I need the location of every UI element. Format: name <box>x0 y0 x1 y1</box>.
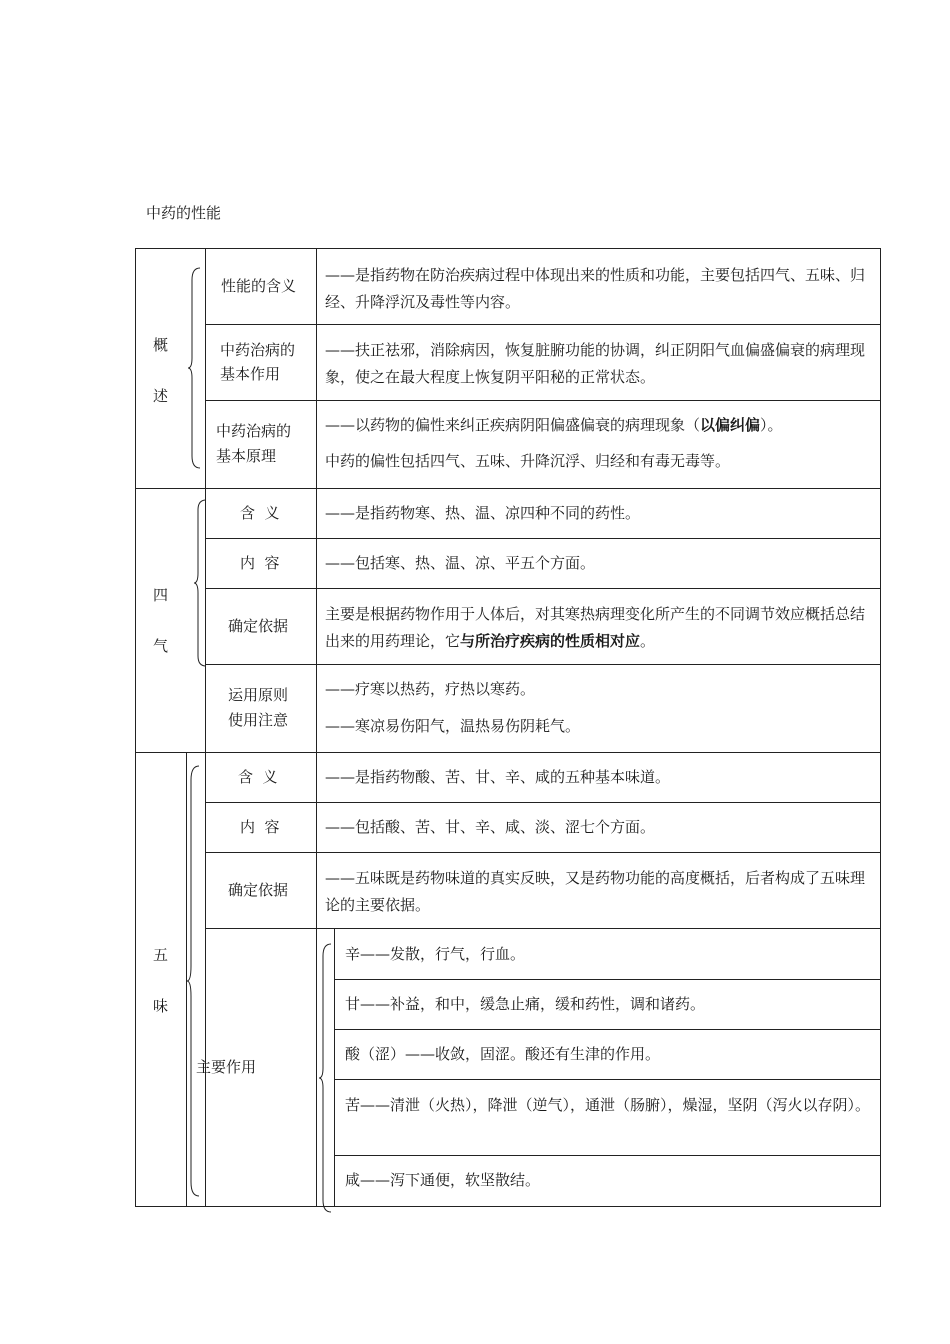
left-brace-icon <box>188 268 202 468</box>
table-border-right <box>880 248 881 1207</box>
list-item: 甘——补益，和中，缓急止痛，缓和药性，调和诸药。 <box>345 995 706 1013</box>
row-divider <box>205 538 881 539</box>
section-divider <box>135 752 881 753</box>
row-divider <box>205 664 881 665</box>
term-cell: 中药治病的 <box>216 422 292 440</box>
row-divider <box>205 588 881 589</box>
description-cell: ——是指药物在防治疾病过程中体现出来的性质和功能，主要包括四气、五味、归经、升降浮沉及毒性等内容。 <box>325 266 866 311</box>
description-cell: ——寒凉易伤阳气，温热易伤阴耗气。 <box>325 717 581 735</box>
description-cell: ——包括寒、热、温、凉、平五个方面。 <box>325 554 596 572</box>
term-cell: 含 义 <box>240 504 280 522</box>
list-item: 酸（涩）——收敛，固涩。酸还有生津的作用。 <box>345 1045 661 1063</box>
row-divider <box>205 852 881 853</box>
row-divider <box>205 324 881 325</box>
term-cell: 内 容 <box>240 818 280 836</box>
term-cell: 确定依据 <box>228 881 289 899</box>
table-border-top <box>135 248 881 249</box>
description-cell: ——包括酸、苦、甘、辛、咸、淡、涩七个方面。 <box>325 818 656 836</box>
description-cell: ——是指药物酸、苦、甘、辛、咸的五种基本味道。 <box>325 768 671 786</box>
term-cell: 确定依据 <box>228 617 289 635</box>
left-brace-icon <box>319 944 333 1212</box>
term-cell: 基本原理 <box>216 447 277 465</box>
description-cell: ——是指药物寒、热、温、凉四种不同的药性。 <box>325 504 641 522</box>
section-label: 述 <box>153 387 169 405</box>
term-cell: 使用注意 <box>228 711 289 729</box>
description-cell: ——扶正祛邪，消除病因，恢复脏腑功能的协调，纠正阴阳气血偏盛偏衰的病理现象，使之在最大程度上恢复阴平阳秘的正常状态。 <box>325 341 866 386</box>
column-divider <box>316 248 317 1207</box>
section-label: 概 <box>153 336 169 354</box>
term-cell: 内 容 <box>240 554 280 572</box>
column-divider <box>334 929 335 1207</box>
section-label: 气 <box>153 637 169 655</box>
row-divider <box>334 1079 881 1080</box>
list-item: 苦——清泄（火热），降泄（逆气），通泄（肠腑），燥湿，坚阴（泻火以存阴）。 <box>345 1096 871 1114</box>
term-cell: 中药治病的 <box>220 341 296 359</box>
document-title: 中药的性能 <box>146 204 222 222</box>
list-item: 咸——泻下通便，软坚散结。 <box>345 1171 541 1189</box>
section-label: 五 <box>153 946 169 964</box>
row-divider <box>334 1155 881 1156</box>
row-divider <box>334 979 881 980</box>
left-brace-icon <box>194 500 208 666</box>
section-divider <box>135 488 881 489</box>
table-border-left <box>135 248 136 1207</box>
left-brace-icon <box>187 766 201 1196</box>
term-cell: 运用原则 <box>228 686 289 704</box>
term-cell: 性能的含义 <box>221 277 297 295</box>
description-cell: ——疗寒以热药，疗热以寒药。 <box>325 680 536 698</box>
term-cell: 含 义 <box>238 768 278 786</box>
section-label: 味 <box>153 997 169 1015</box>
row-divider <box>334 1029 881 1030</box>
row-divider <box>205 928 881 929</box>
section-label: 四 <box>153 586 169 604</box>
row-divider <box>205 400 881 401</box>
description-cell: 中药的偏性包括四气、五味、升降沉浮、归经和有毒无毒等。 <box>325 452 731 470</box>
description-cell: 主要是根据药物作用于人体后，对其寒热病理变化所产生的不同调节效应概括总结出来的用药理论，它与所治疗疾病的性质相对应。 <box>325 605 866 650</box>
table-border-bottom <box>135 1206 881 1207</box>
description-cell: ——五味既是药物味道的真实反映，又是药物功能的高度概括，后者构成了五味理论的主要依据。 <box>325 869 866 914</box>
term-cell: 基本作用 <box>220 365 281 383</box>
term-cell: 主要作用 <box>196 1058 257 1076</box>
row-divider <box>205 802 881 803</box>
list-item: 辛——发散，行气，行血。 <box>345 945 526 963</box>
description-cell: ——以药物的偏性来纠正疾病阴阳偏盛偏衰的病理现象（以偏纠偏）。 <box>325 416 783 434</box>
